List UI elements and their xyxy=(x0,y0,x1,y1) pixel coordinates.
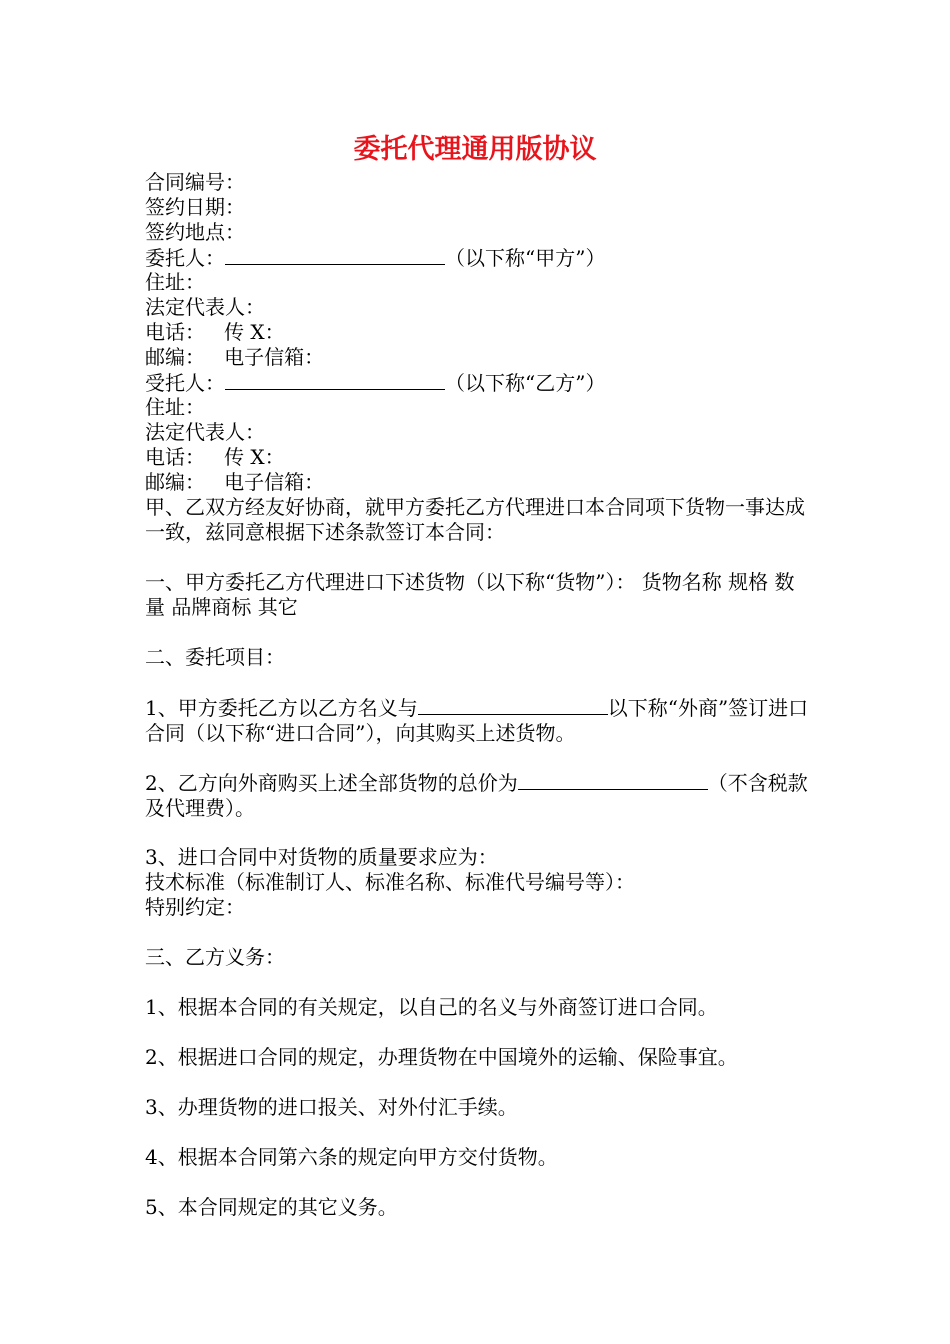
party-b-phone-fax xyxy=(145,445,813,470)
foreign-party-blank xyxy=(418,695,608,715)
party-b-label: 受托人： xyxy=(145,371,225,395)
sign-place-line: 签约地点： xyxy=(145,220,245,244)
sign-date-line: 签约日期： xyxy=(145,195,245,219)
section-2-item-1-end: 以下称“外商”签订进口合同（以下称“进口合同”），向其购买上述货物。 xyxy=(145,696,809,745)
section-2-item-2 xyxy=(145,770,813,820)
party-b-email: 电子信箱： xyxy=(224,470,325,494)
party-a-email: 电子信箱： xyxy=(224,345,325,369)
party-b-line xyxy=(145,370,813,395)
section-2-item-1-start: 1、甲方委托乙方以乙方名义与 xyxy=(145,696,418,720)
party-a-fax: 传 X： xyxy=(224,320,285,344)
document-title: 委托代理通用版协议 xyxy=(353,134,597,165)
party-b-postcode: 邮编： xyxy=(145,470,205,494)
party-b-post-email xyxy=(145,470,813,495)
section-2-item-1 xyxy=(145,695,813,745)
technical-standard-line: 技术标准（标准制订人、标准名称、标准代号编号等）： xyxy=(145,870,635,894)
party-b-blank xyxy=(225,370,445,390)
party-a-post-email xyxy=(145,345,813,370)
party-a-line xyxy=(145,245,813,270)
section-3-item-5: 5、本合同规定的其它义务。 xyxy=(145,1195,398,1219)
section-3-item-3: 3、办理货物的进口报关、对外付汇手续。 xyxy=(145,1095,518,1119)
party-b-note: （以下称“乙方”） xyxy=(445,371,606,395)
special-agreement-line: 特别约定： xyxy=(145,895,245,919)
party-a-postcode: 邮编： xyxy=(145,345,205,369)
party-a-blank xyxy=(225,245,445,265)
party-b-phone: 电话： xyxy=(145,445,205,469)
party-b-fax: 传 X： xyxy=(224,445,285,469)
section-3-item-4: 4、根据本合同第六条的规定向甲方交付货物。 xyxy=(145,1145,558,1169)
party-a-label: 委托人： xyxy=(145,246,225,270)
section-2-item-3: 3、进口合同中对货物的质量要求应为： xyxy=(145,845,498,869)
section-2-item-2-end: （不含税款及代理费）。 xyxy=(145,771,808,820)
party-a-phone-fax xyxy=(145,320,813,345)
section-2-item-2-start: 2、乙方向外商购买上述全部货物的总价为 xyxy=(145,771,518,795)
section-1-paragraph: 一、甲方委托乙方代理进口下述货物（以下称“货物”）： 货物名称 规格 数量 品牌商标 其它 xyxy=(145,570,795,619)
party-a-phone: 电话： xyxy=(145,320,205,344)
section-3-heading: 三、乙方义务： xyxy=(145,945,285,969)
party-b-rep: 法定代表人： xyxy=(145,420,265,444)
section-2-heading: 二、委托项目： xyxy=(145,645,285,669)
section-3-item-2: 2、根据进口合同的规定，办理货物在中国境外的运输、保险事宜。 xyxy=(145,1045,738,1069)
party-a-note: （以下称“甲方”） xyxy=(445,246,606,270)
document-body xyxy=(145,170,813,1220)
party-a-address: 住址： xyxy=(145,270,205,294)
section-3-item-1: 1、根据本合同的有关规定，以自己的名义与外商签订进口合同。 xyxy=(145,995,718,1019)
party-b-address: 住址： xyxy=(145,395,205,419)
party-a-rep: 法定代表人： xyxy=(145,295,265,319)
contract-number-line: 合同编号： xyxy=(145,170,245,194)
total-price-blank xyxy=(518,770,708,790)
intro-paragraph: 甲、乙双方经友好协商，就甲方委托乙方代理进口本合同项下货物一事达成一致，兹同意根据下述条款签订本合同： xyxy=(145,495,805,544)
